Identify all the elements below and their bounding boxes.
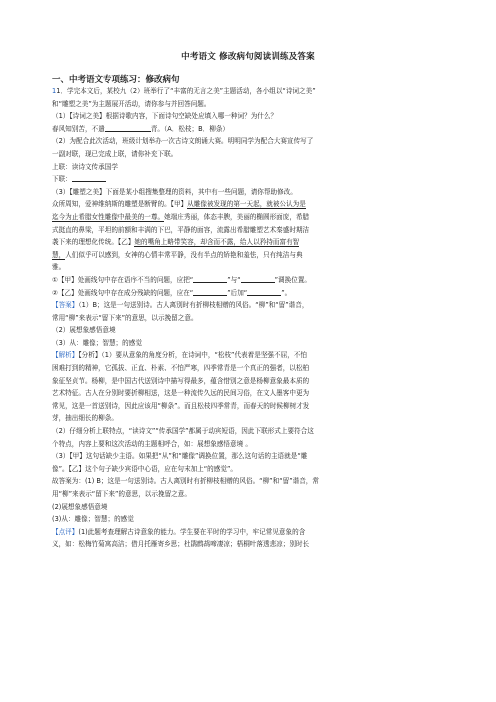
comment-line: 【点评】(1)此题考查理解古诗意象的能力。学生要在平时的学习中，牢记常见意象的含 [52,527,306,536]
passage-line: 式挺直的鼻梁，平坦的前额和丰满的下巴，平静的面容，流露出希腊雕塑艺术秦盛时期洁 [52,225,310,234]
couplet-upper: 上联：读诗文传承国学 [52,162,118,171]
explanation-line: 像”。【乙】这个句子缺少宾语中心语，应在句末加上“的感觉”。 [52,464,237,473]
explanation-line: 故答案为：(1) B；这是一句送别诗。古人离别时有折柳枝相赠的风俗。“柳”和“留”谐音，常 [52,477,319,486]
comment-line: 义，如：松梅竹菊寓高洁；借月托雁寄乡思；杜鹃鹧鸪啼凄凉；梧桐叶落透悲凉；别时长 [52,540,310,549]
comment-tag: 【点评】 [52,527,79,536]
explanation-line: 象征坚贞节。杨柳，是中国古代送别诗中描写得最多，蕴含惜别之意是杨柳意象最本质的 [52,376,310,385]
explanation-line: 常见，这是一首送别诗，因此应该用“柳条”。而且松枝四季常青，而春天的时候柳树才发 [52,401,310,410]
explanation-tag: 【解析】 [52,351,79,360]
explanation-line: 芽，抽出细长的柳条。 [52,414,118,423]
page-title: 中考语文 修改病句阅读训练及答案 [181,52,315,62]
answer-blank [72,173,106,182]
passage-line: 慧，人们似乎可以感到，女神的心情丰常平静，没有半点的矫艳和羞怯，只有纯洁与典 [52,250,303,259]
question-number: 1 [52,87,57,95]
passage-line: 众所周知，爱神维纳斯的雕塑是断臂的。【甲】从雕像被发现的第一天起，就被公认为是 [52,200,306,209]
poem-line: 春风知别苦，不遣 青。（A．松枝；B．柳条） [52,124,230,133]
explanation-line: 【解析】【分析】（1）要从意象的角度分析，在诗词中，“松枝”代表着是坚强不屈，不怕 [52,351,307,360]
answer-tag: 【答案】 [52,301,79,310]
passage-line: 迄今为止希腊女性雕像中最美的一尊。她端庄秀丽，体态丰腴，美丽的椭圆形面庞，希腊 [52,212,310,221]
answer-blank [193,274,227,283]
subquestion-1: （1）【诗词之美】根据诗歌内容，下面诗句空缺处应填入哪一种词？为什么？ [52,112,278,121]
answer-blank [241,274,275,283]
correction-1: ①【甲】处画线句中存在语序不当的问题，应把“ ”与“ ”调换位置。 [52,275,312,284]
answer-blank [105,123,151,132]
underlined-sentence-jia: 从雕像被发现的第一天起，就被公认为是 [187,200,306,209]
passage-line: 雅。 [52,263,66,272]
explanation-line: 个特点，内容上要和这次活动的主题相呼合，如：展想象感悟意境 。 [52,439,252,448]
question-line: 11．学完本文后，某校九（2）班举行了“丰富的无言之美”主题活动，各小组以“诗词之美” [52,87,316,95]
passage-line: 袭下来的理想化传统。【乙】她的嘴角上略带笑容，却含而不露，给人以矜持而富有智 [52,238,300,247]
subquestion-2-cont: 一副对联，现已完成上联，请你补充下联。 [52,149,178,158]
explanation-line: 艺术特征。古人在分别时要折柳相送，这是一种流传久远的民间习俗，在文人墨客中更为 [52,389,310,398]
subquestion-3: （3）【雕塑之美】下面是某小组搜集整理的资料，其中有一些问题，请你帮助修改。 [52,187,297,196]
explanation-line: (3)从：雕像；智慧；的感觉 [52,515,134,524]
answer-line: （2）展想象感悟意境 [52,326,116,335]
question-line: 和“雕塑之美”为主题展开活动，请你参与并回答问题。 [52,99,211,108]
answer-blank [247,287,281,296]
answer-blank [193,287,227,296]
underlined-sentence-yi: 慧， [52,250,66,259]
underlined-sentence-jia: 迄今为止希腊女性雕像中最美的一尊。 [52,212,165,221]
answer-line: 常用“柳”来表示“留下来”的意思，以示挽留之意。 [52,313,198,322]
explanation-line: 困难打到的精神，它孤拔、正直、朴素、不怕严寒，四季常青是一个真正的强者，以松柏 [52,364,310,373]
subquestion-2: （2）为配合此次活动，班级计划举办一次古诗文朗诵大赛。明明同学为配合大赛宣传写了 [52,137,314,146]
underlined-sentence-yi: 她的嘴角上略带笑容，却含而不露，给人以矜持而富有智 [134,238,300,247]
section-heading: 一、中考语文专项练习：修改病句 [52,75,180,85]
document-body [52,85,448,551]
explanation-line: (2)展想象感悟意境 [52,502,108,511]
couplet-lower: 下联： [52,173,448,186]
answer-line: 【答案】（1）B；这是一句送别诗。古人离别时有折柳枝相赠的风俗。“柳”和“留”谐音， [52,301,309,310]
explanation-line: （3）【甲】这句话缺少主语。如果把“从”和“雕像”调换位置，那么这句话的主语就是“雕 [52,452,308,461]
answer-line: （3）从：雕像；智慧；的感觉 [52,338,142,347]
explanation-line: （2）仔细分析上联特点，“读诗文”“传承国学”都属于动宾短语，因此下联形式上要符合这 [52,427,314,436]
correction-2: ②【乙】处画线句中存在成分残缺的问题，应在“ ”后加“ ”。 [52,288,292,297]
explanation-line: 用“柳”来表示“留下来”的意思，以示挽留之意。 [52,490,191,498]
